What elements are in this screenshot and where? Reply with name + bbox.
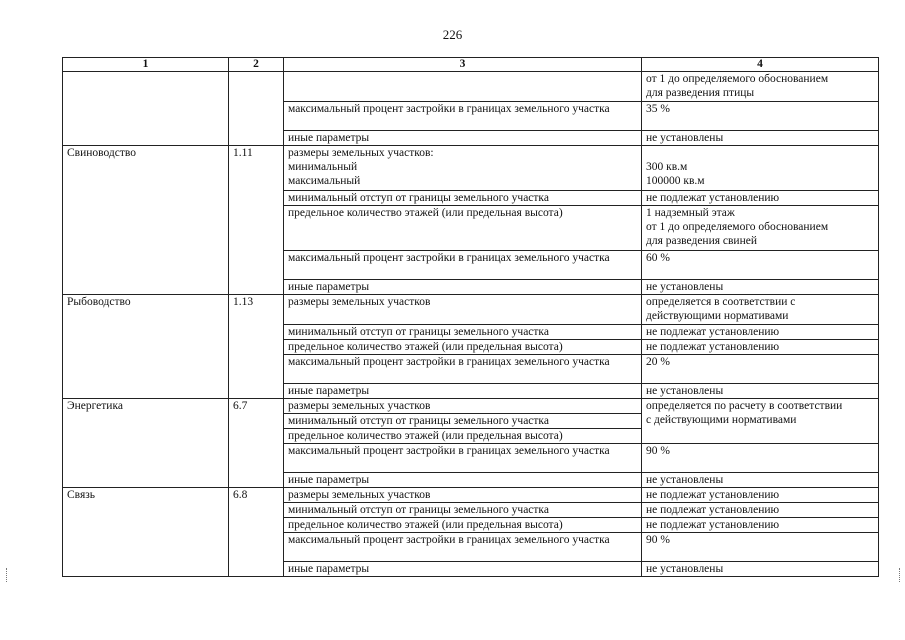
param-cell: иные параметры	[284, 473, 642, 488]
param-cell: предельное количество этажей (или предельная высота)	[284, 429, 642, 444]
table-row	[63, 488, 879, 503]
value-cell: не подлежат установлению	[642, 488, 879, 503]
parameters-table	[62, 57, 879, 577]
value-cell: не подлежат установлению	[642, 191, 879, 206]
use-type-cell: Энергетика	[63, 399, 229, 488]
param-cell: минимальный отступ от границы земельного участка	[284, 191, 642, 206]
value-cell: 35 %	[642, 102, 879, 131]
table-row	[63, 72, 879, 102]
param-cell: минимальный отступ от границы земельного участка	[284, 503, 642, 518]
use-type-cell: Свиноводство	[63, 146, 229, 295]
use-type-cell: Рыбоводство	[63, 295, 229, 399]
table-row	[63, 399, 879, 414]
header-col-4: 4	[642, 58, 879, 72]
scan-margin-mark	[6, 568, 8, 582]
value-cell: определяется в соответствии с действующими нормативами	[642, 295, 879, 325]
value-cell: не установлены	[642, 280, 879, 295]
param-cell: иные параметры	[284, 280, 642, 295]
value-cell: не установлены	[642, 473, 879, 488]
param-cell: максимальный процент застройки в границах земельного участка	[284, 355, 642, 384]
header-col-1: 1	[63, 58, 229, 72]
param-cell: размеры земельных участков	[284, 399, 642, 414]
code-cell: 1.11	[229, 146, 284, 295]
value-cell: не установлены	[642, 384, 879, 399]
table-row	[63, 146, 879, 191]
param-cell: максимальный процент застройки в границах земельного участка	[284, 251, 642, 280]
value-cell: не подлежат установлению	[642, 503, 879, 518]
param-cell: размеры земельных участков	[284, 488, 642, 503]
param-cell: максимальный процент застройки в границах земельного участка	[284, 444, 642, 473]
value-cell: 20 %	[642, 355, 879, 384]
param-cell: размеры земельных участков	[284, 295, 642, 325]
header-row	[63, 58, 879, 72]
value-cell: не подлежат установлению	[642, 518, 879, 533]
use-type-cell: Связь	[63, 488, 229, 577]
value-cell: 90 %	[642, 533, 879, 562]
header-col-2: 2	[229, 58, 284, 72]
table-row	[63, 295, 879, 325]
param-cell: предельное количество этажей (или предельная высота)	[284, 518, 642, 533]
code-cell	[229, 72, 284, 146]
use-type-cell	[63, 72, 229, 146]
param-cell	[284, 72, 642, 102]
value-cell: не подлежат установлению	[642, 325, 879, 340]
code-cell: 6.8	[229, 488, 284, 577]
param-cell: минимальный отступ от границы земельного участка	[284, 325, 642, 340]
value-cell: определяется по расчету в соответствии с действующими нормативами	[642, 399, 879, 444]
header-col-3: 3	[284, 58, 642, 72]
value-cell: 300 кв.м 100000 кв.м	[642, 146, 879, 191]
value-cell: 1 надземный этаж от 1 до определяемого обоснованием для разведения свиней	[642, 206, 879, 251]
value-cell: 60 %	[642, 251, 879, 280]
param-cell: предельное количество этажей (или предельная высота)	[284, 340, 642, 355]
param-cell: минимальный отступ от границы земельного участка	[284, 414, 642, 429]
param-cell: максимальный процент застройки в границах земельного участка	[284, 102, 642, 131]
value-cell: не установлены	[642, 562, 879, 577]
code-cell: 6.7	[229, 399, 284, 488]
param-cell: предельное количество этажей (или предельная высота)	[284, 206, 642, 251]
value-cell: не установлены	[642, 131, 879, 146]
code-cell: 1.13	[229, 295, 284, 399]
param-cell: максимальный процент застройки в границах земельного участка	[284, 533, 642, 562]
scan-margin-mark	[899, 568, 901, 582]
page-number: 226	[442, 27, 463, 42]
param-cell: иные параметры	[284, 384, 642, 399]
value-cell: от 1 до определяемого обоснованием для разведения птицы	[642, 72, 879, 102]
param-cell: иные параметры	[284, 131, 642, 146]
param-cell: иные параметры	[284, 562, 642, 577]
value-cell: 90 %	[642, 444, 879, 473]
param-cell: размеры земельных участков: минимальный максимальный	[284, 146, 642, 191]
value-cell: не подлежат установлению	[642, 340, 879, 355]
